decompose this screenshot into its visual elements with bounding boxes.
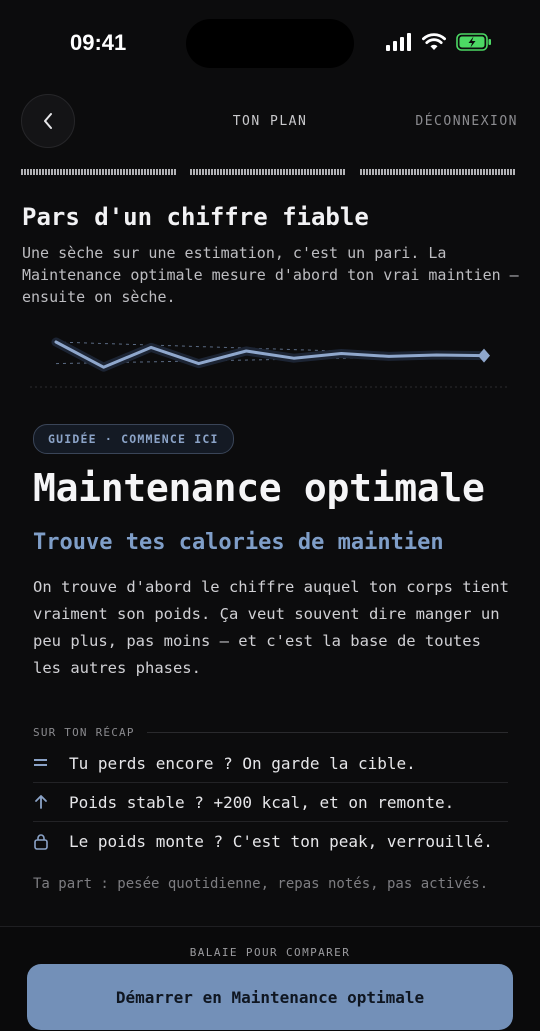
wifi-icon bbox=[422, 33, 446, 51]
swipe-hint: BALAIE POUR COMPARER bbox=[189, 946, 351, 959]
footer bbox=[0, 926, 540, 1031]
progress-segment bbox=[21, 169, 176, 175]
lock-icon bbox=[33, 833, 69, 850]
chart-end-marker bbox=[478, 349, 490, 363]
battery-icon bbox=[456, 33, 492, 51]
progress-segment bbox=[360, 169, 515, 175]
progress-segment bbox=[190, 169, 345, 175]
weight-trend-chart bbox=[30, 328, 510, 392]
your-part-note: Ta part : pesée quotidienne, repas notés, pas activés. bbox=[33, 876, 489, 892]
nav-title: TON PLAN bbox=[232, 114, 308, 129]
recap-item-text: Tu perds encore ? On garde la cible. bbox=[69, 753, 416, 773]
dynamic-island bbox=[186, 19, 354, 68]
recap-item bbox=[33, 744, 508, 783]
phase-badge: GUIDÉE · COMMENCE ICI bbox=[33, 424, 234, 454]
status-time: 09:41 bbox=[70, 30, 127, 55]
phase-subtitle: Trouve tes calories de maintien bbox=[33, 530, 444, 555]
phase-description: On trouve d'abord le chiffre auquel ton corps tient vraiment son poids. Ça veut souvent dire manger un peu plus, pas moins — et c'est la base de toutes les autres phases. bbox=[33, 578, 509, 677]
recap-item-text: Poids stable ? +200 kcal, et on remonte. bbox=[69, 792, 455, 812]
logout-button[interactable]: DÉCONNEXION bbox=[415, 114, 518, 129]
recap-heading-label: SUR TON RÉCAP bbox=[33, 726, 135, 739]
recap-item-text: Le poids monte ? C'est ton peak, verrouillé. bbox=[69, 831, 493, 851]
intro-text: Une sèche sur une estimation, c'est un pari. La Maintenance optimale mesure d'abord ton vrai maintien — ensuite on sèche. bbox=[22, 244, 519, 306]
recap-list bbox=[33, 744, 508, 860]
status-icons bbox=[386, 33, 492, 51]
arrow-up-icon bbox=[33, 794, 69, 810]
recap-item bbox=[33, 783, 508, 822]
top-nav bbox=[0, 94, 540, 150]
signal-icon bbox=[386, 33, 412, 51]
divider bbox=[147, 732, 508, 733]
recap-item bbox=[33, 822, 508, 860]
phase-title: Maintenance optimale bbox=[33, 466, 485, 510]
recap-heading bbox=[33, 726, 508, 739]
status-bar bbox=[0, 0, 540, 88]
step-progress bbox=[21, 169, 515, 175]
intro-title: Pars d'un chiffre fiable bbox=[22, 203, 369, 231]
equals-icon bbox=[33, 757, 69, 769]
start-button[interactable]: Démarrer en Maintenance optimale bbox=[27, 964, 513, 1030]
